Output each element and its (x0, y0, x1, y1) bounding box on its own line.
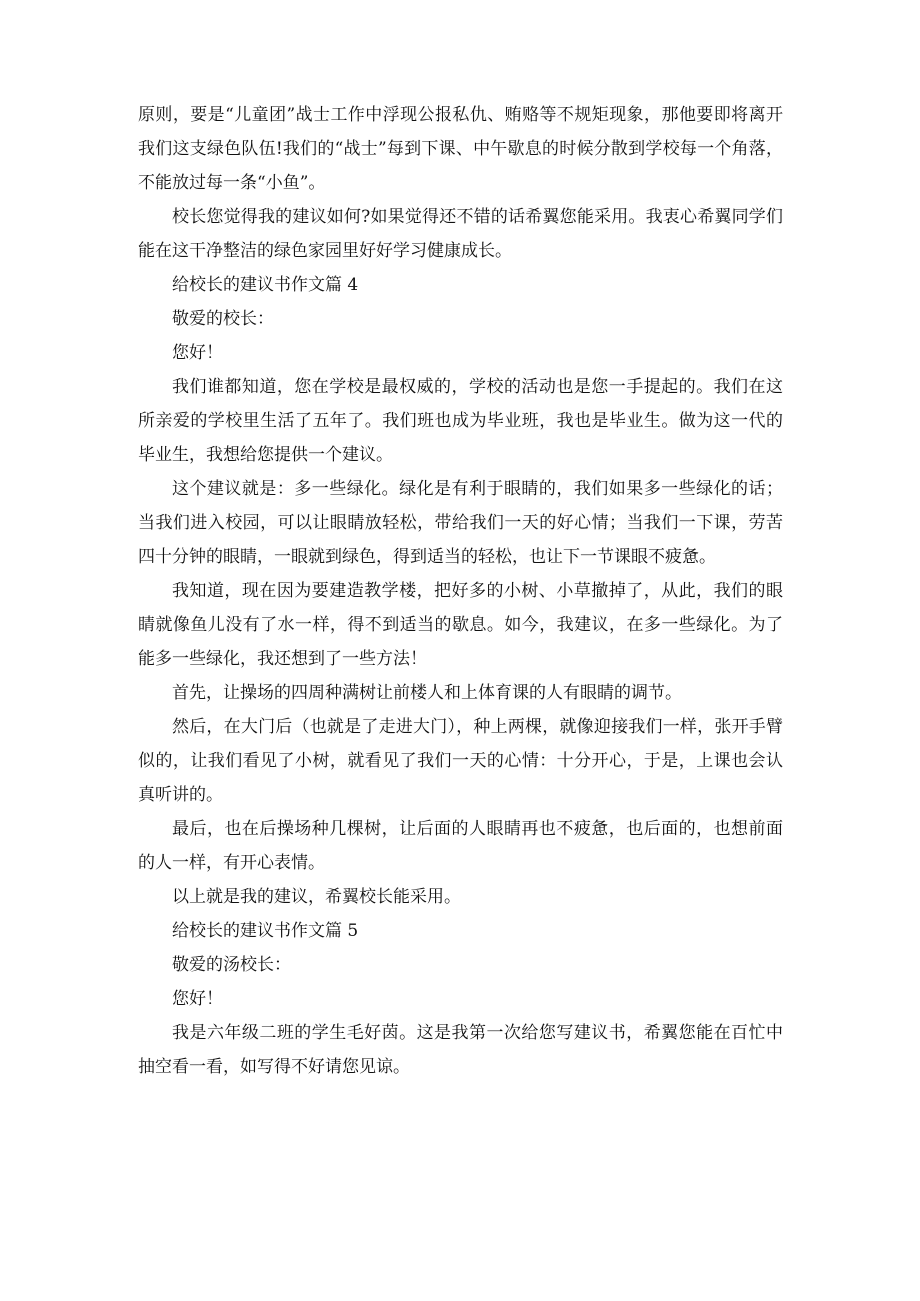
greeting-5: 您好！ (172, 989, 223, 1009)
paragraph-8: 我知道，现在因为要建造教学楼，把好多的小树、小草撤掉了，从此，我们的眼睛就像鱼儿没有了水一样，得不到适当的歇息。如今，我建议，在多一些绿化。为了能多一些绿化，我还想到了一些方法！ (138, 581, 783, 669)
paragraph-9: 首先，让操场的四周种满树让前楼人和上体育课的人有眼睛的调节。 (172, 683, 682, 703)
paragraph-2: 校长您觉得我的建议如何?如果觉得还不错的话希翼您能采用。我衷心希翼同学们能在这干净整洁的绿色家园里好好学习健康成长。 (138, 207, 783, 261)
document-page (138, 98, 783, 1084)
paragraph-6: 我们谁都知道，您在学校是最权威的，学校的活动也是您一手提起的。我们在这所亲爱的学校里生活了五年了。我们班也成为毕业班，我也是毕业生。做为这一代的毕业生，我想给您提供一个建议。 (138, 377, 783, 465)
paragraph-7: 这个建议就是：多一些绿化。绿化是有利于眼睛的，我们如果多一些绿化的话；当我们进入校园，可以让眼睛放轻松，带给我们一天的好心情；当我们一下课，劳苦四十分钟的眼睛，一眼就到绿色，得到适当的轻松，也让下一节课眼不疲惫。 (138, 479, 783, 567)
paragraph-10: 然后，在大门后（也就是了走进大门），种上两棵，就像迎接我们一样，张开手臂似的，让我们看见了小树，就看见了我们一天的心情：十分开心，于是，上课也会认真听讲的。 (138, 717, 783, 805)
paragraph-16: 我是六年级二班的学生毛好茵。这是我第一次给您写建议书，希翼您能在百忙中抽空看一看，如写得不好请您见谅。 (138, 1023, 783, 1077)
salutation-4: 敬爱的校长： (172, 309, 274, 329)
section-heading-4: 给校长的建议书作文篇 4 (172, 275, 359, 295)
greeting-4: 您好！ (172, 343, 223, 363)
paragraph-11: 最后，也在后操场种几棵树，让后面的人眼睛再也不疲惫，也后面的，也想前面的人一样，有开心表情。 (138, 819, 783, 873)
section-heading-5: 给校长的建议书作文篇 5 (172, 921, 359, 941)
paragraph-12: 以上就是我的建议，希翼校长能采用。 (172, 887, 461, 907)
salutation-5: 敬爱的汤校长： (172, 955, 291, 975)
paragraph-1: 原则，要是“儿童团”战士工作中浮现公报私仇、贿赂等不规矩现象，那他要即将离开我们这支绿色队伍!我们的“战士”每到下课、中午歇息的时候分散到学校每一个角落，不能放过每一条“小鱼”。 (138, 105, 783, 193)
